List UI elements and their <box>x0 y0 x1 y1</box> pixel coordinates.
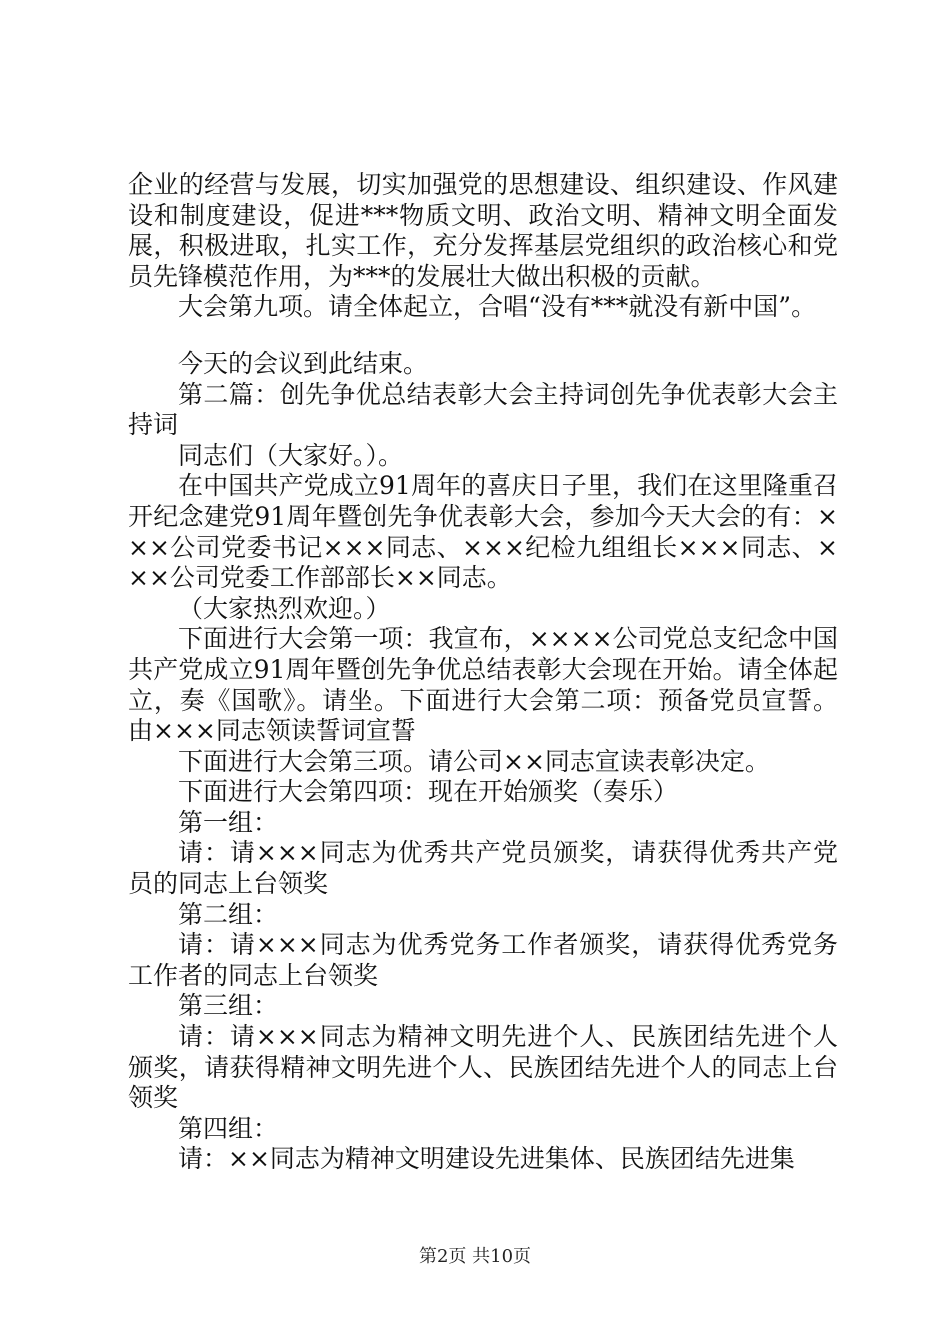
page-number-footer: 第2页 共10页 <box>418 1246 532 1267</box>
paragraph-8: 下面进行大会第一项：我宣布，××××公司党总支纪念中国共产党成立91周年暨创先争优总结表彰大会现在开始。请全体起立，奏《国歌》。请坐。下面进行大会第二项：预备党员宣誓。由×××同志领读誓词宣誓 <box>128 624 838 746</box>
group-4-text: 请：××同志为精神文明建设先进集体、民族团结先进集 <box>178 1144 795 1174</box>
paragraph-10: 下面进行大会第四项：现在开始颁奖（奏乐） <box>178 777 679 807</box>
paragraph-2: 大会第九项。请全体起立，合唱“没有***就没有新中国”。 <box>178 292 817 322</box>
group-3-label: 第三组： <box>178 991 279 1021</box>
group-3-text: 请：请×××同志为精神文明先进个人、民族团结先进个人颁奖，请获得精神文明先进个人、民族团结先进个人的同志上台领奖 <box>128 1022 838 1113</box>
document-body <box>128 170 838 1175</box>
paragraph-7: （大家热烈欢迎。） <box>178 593 391 623</box>
paragraph-gap <box>128 323 838 349</box>
group-2-label: 第二组： <box>178 899 279 929</box>
group-4-label: 第四组： <box>178 1113 279 1143</box>
paragraph-9: 下面进行大会第三项。请公司××同志宣读表彰决定。 <box>178 746 770 776</box>
group-1-text: 请：请×××同志为优秀共产党员颁奖，请获得优秀共产党员的同志上台领奖 <box>128 838 838 899</box>
section-heading: 第二篇：创先争优总结表彰大会主持词创先争优表彰大会主持词 <box>128 379 838 440</box>
group-2-text: 请：请×××同志为优秀党务工作者颁奖，请获得优秀党务工作者的同志上台领奖 <box>128 930 838 990</box>
paragraph-6: 在中国共产党成立91周年的喜庆日子里，我们在这里隆重召开纪念建党91周年暨创先争优表彰大会，参加今天大会的有：×××公司党委书记×××同志、×××纪检九组组长×××同志、×××公司党委工作部部长××同志。 <box>128 471 838 593</box>
group-1-label: 第一组： <box>178 807 279 837</box>
paragraph-1: 企业的经营与发展，切实加强党的思想建设、组织建设、作风建设和制度建设，促进***物质文明、政治文明、精神文明全面发展，积极进取，扎实工作，充分发挥基层党组织的政治核心和党员先锋模范作用，为***的发展壮大做出积极的贡献。 <box>128 170 838 291</box>
paragraph-3: 今天的会议到此结束。 <box>178 348 429 378</box>
paragraph-5: 同志们（大家好。）。 <box>178 440 404 470</box>
